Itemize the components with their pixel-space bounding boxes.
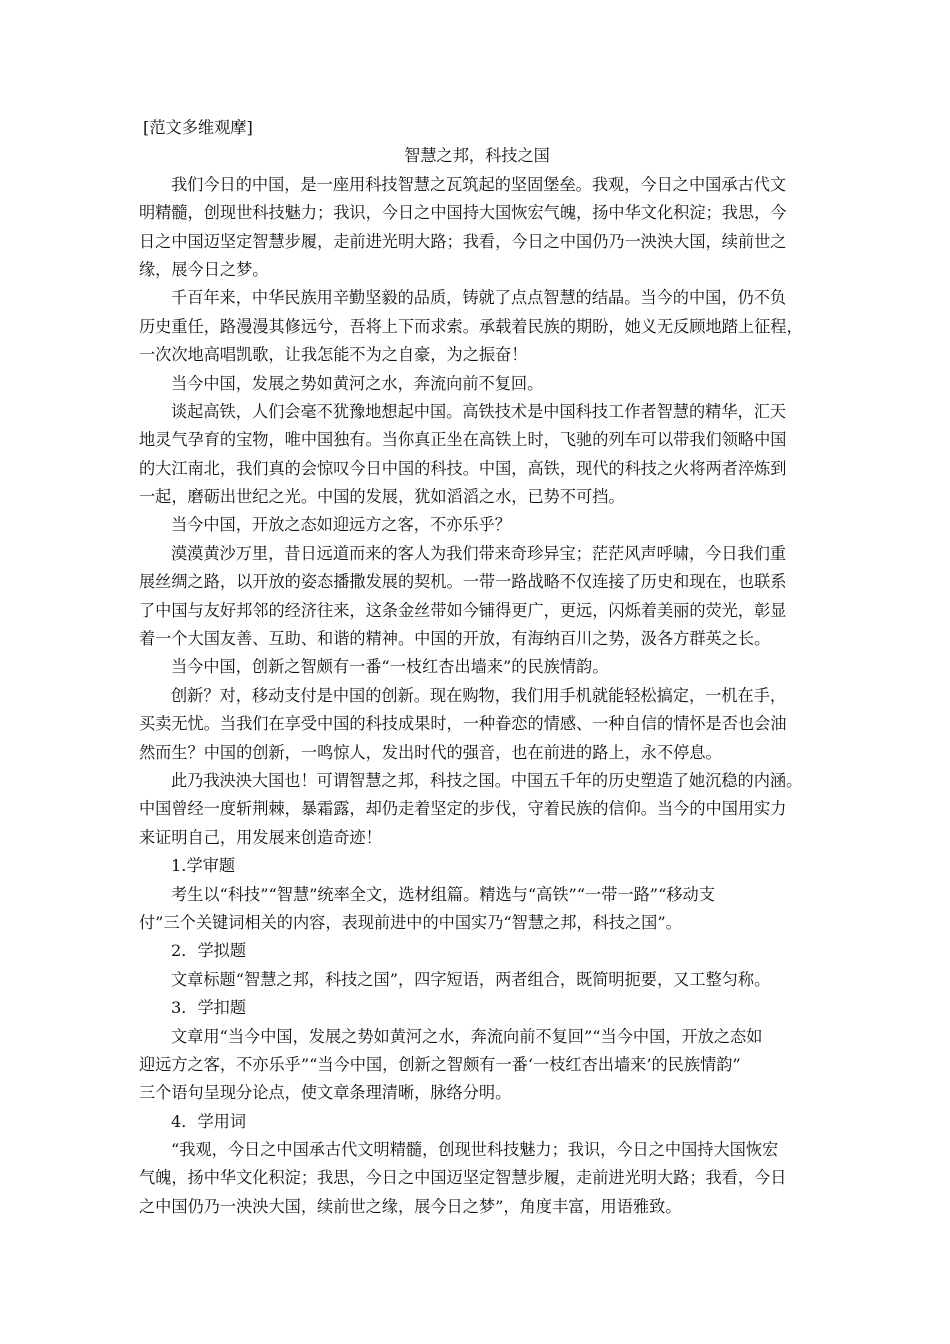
essay-paragraph-line: 然而生？中国的创新，一鸣惊人，发出时代的强音，也在前进的路上，永不停息。 <box>139 742 722 762</box>
essay-paragraph-line: 一次次地高唱凯歌，让我怎能不为之自豪，为之振奋！ <box>139 345 528 365</box>
essay-subthesis-line: 当今中国，创新之智颇有一番“一枝红杏出墙来”的民族情韵。 <box>171 657 609 677</box>
analysis-line: 气魄，扬中华文化积淀；我思，今日之中国迈坚定智慧步履，走前进光明大路；我看，今日 <box>139 1168 787 1188</box>
essay-paragraph-line: 着一个大国友善、互助、和谐的精神。中国的开放，有海纳百川之势，汲各方群英之长。 <box>139 629 771 649</box>
document-page <box>139 114 815 1221</box>
essay-paragraph-line: 展丝绸之路，以开放的姿态播撒发展的契机。一带一路战略不仅连接了历史和现在，也联系 <box>139 572 787 592</box>
analysis-line: “我观，今日之中国承古代文明精髓，创现世科技魅力；我识，今日之中国持大国恢宏 <box>171 1140 779 1160</box>
essay-paragraph-line: 中国曾经一度斩荆棘，暴霜露，却仍走着坚定的步伐，守着民族的信仰。当今的中国用实力 <box>139 799 787 819</box>
analysis-line: 考生以“科技”“智慧”统率全文，选材组篇。精选与“高铁”“一带一路”“移动支 <box>171 884 715 904</box>
essay-paragraph-line: 地灵气孕育的宝物，唯中国独有。当你真正坐在高铁上时，飞驰的列车可以带我们领略中国 <box>139 430 787 450</box>
section-label: [范文多维观摩] <box>143 118 253 137</box>
essay-paragraph-line: 历史重任，路漫漫其修远兮，吾将上下而求索。承载着民族的期盼，她义无反顾地踏上征程， <box>139 316 803 336</box>
essay-paragraph-line: 一起，磨砺出世纪之光。中国的发展，犹如滔滔之水，已势不可挡。 <box>139 487 625 507</box>
analysis-heading: 4．学用词 <box>171 1111 247 1131</box>
analysis-line: 文章用“当今中国，发展之势如黄河之水，奔流向前不复回”“当今中国，开放之态如 <box>171 1026 763 1046</box>
essay-subthesis-line: 当今中国，开放之态如迎远方之客，不亦乐乎？ <box>171 515 511 535</box>
analysis-heading: 1.学审题 <box>171 856 236 876</box>
analysis-line: 付”三个关键词相关的内容，表现前进中的中国实乃“智慧之邦，科技之国”。 <box>139 912 682 932</box>
essay-paragraph-line: 了中国与友好邦邻的经济往来，这条金丝带如今铺得更广，更远，闪烁着美丽的荧光，彰显 <box>139 600 787 620</box>
analysis-line: 迎远方之客，不亦乐乎”“当今中国，创新之智颇有一番‘一枝红杏出墙来’的民族情韵” <box>139 1054 741 1074</box>
analysis-line: 文章标题“智慧之邦，科技之国”，四字短语，两者组合，既简明扼要，又工整匀称。 <box>171 969 771 989</box>
essay-paragraph-line: 漠漠黄沙万里，昔日远道而来的客人为我们带来奇珍异宝；茫茫风声呼啸，今日我们重 <box>171 543 787 563</box>
essay-paragraph-line: 买卖无忧。当我们在享受中国的科技成果时，一种眷恋的情感、一种自信的情怀是否也会油 <box>139 714 787 734</box>
essay-paragraph-line: 日之中国迈坚定智慧步履，走前进光明大路；我看，今日之中国仍乃一泱泱大国，续前世之 <box>139 231 787 251</box>
essay-paragraph-line: 明精髓，创现世科技魅力；我识，今日之中国持大国恢宏气魄，扬中华文化积淀；我思，今 <box>139 203 787 223</box>
essay-paragraph-line: 我们今日的中国，是一座用科技智慧之瓦筑起的坚固堡垒。我观，今日之中国承古代文 <box>171 174 787 194</box>
analysis-heading: 2．学拟题 <box>171 941 247 961</box>
analysis-heading: 3．学扣题 <box>171 998 247 1018</box>
essay-paragraph-line: 此乃我泱泱大国也！可谓智慧之邦，科技之国。中国五千年的历史塑造了她沉稳的内涵。 <box>171 770 803 790</box>
essay-paragraph-line: 谈起高铁，人们会毫不犹豫地想起中国。高铁技术是中国科技工作者智慧的精华，汇天 <box>171 401 787 421</box>
analysis-line: 三个语句呈现分论点，使文章条理清晰，脉络分明。 <box>139 1083 512 1103</box>
essay-paragraph-line: 的大江南北，我们真的会惊叹今日中国的科技。中国，高铁，现代的科技之火将两者淬炼到 <box>139 458 787 478</box>
analysis-line: 之中国仍乃一泱泱大国，续前世之缘，展今日之梦”，角度丰富，用语雅致。 <box>139 1196 682 1216</box>
essay-title: 智慧之邦，科技之国 <box>404 146 550 166</box>
essay-paragraph-line: 来证明自己，用发展来创造奇迹！ <box>139 827 382 847</box>
essay-paragraph-line: 创新？对，移动支付是中国的创新。现在购物，我们用手机就能轻松搞定，一机在手， <box>171 685 787 705</box>
essay-paragraph-line: 缘，展今日之梦。 <box>139 259 269 279</box>
essay-subthesis-line: 当今中国，发展之势如黄河之水，奔流向前不复回。 <box>171 373 544 393</box>
essay-paragraph-line: 千百年来，中华民族用辛勤坚毅的品质，铸就了点点智慧的结晶。当今的中国，仍不负 <box>171 288 787 308</box>
